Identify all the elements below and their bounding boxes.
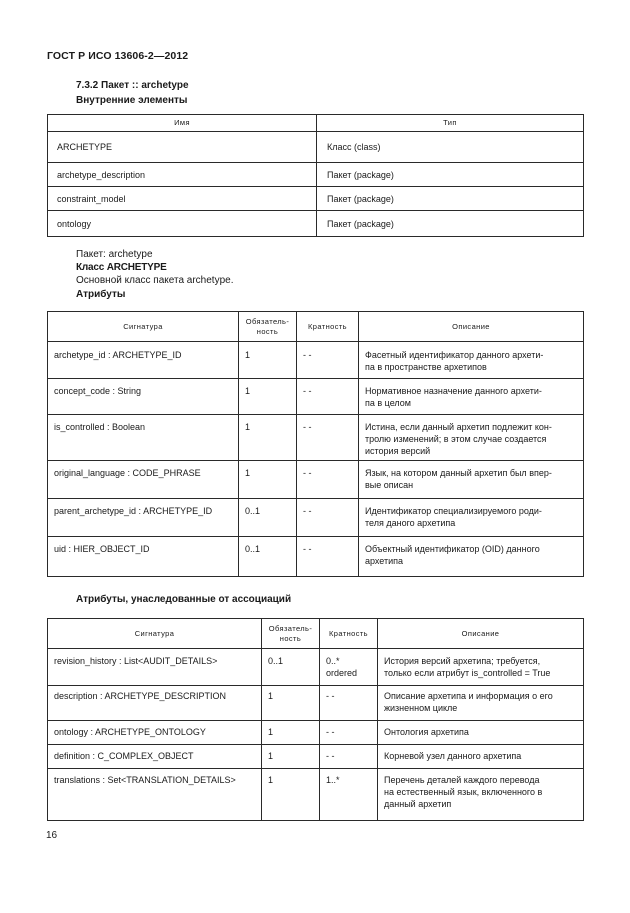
cell-name: ARCHETYPE <box>48 132 317 163</box>
package-line: Пакет: archetype <box>76 249 153 260</box>
cell-multiplicity: - - <box>297 379 359 415</box>
cell-obligation: 1 <box>262 686 320 721</box>
cell-name: constraint_model <box>48 187 317 211</box>
cell-signature: parent_archetype_id : ARCHETYPE_ID <box>48 499 239 537</box>
cell-signature: concept_code : String <box>48 379 239 415</box>
cell-multiplicity: - - <box>297 461 359 499</box>
inherited-attributes-table <box>47 618 584 821</box>
inherited-attributes-title: Атрибуты, унаследованные от ассоциаций <box>76 594 292 605</box>
cell-type: Пакет (package) <box>317 187 584 211</box>
cell-multiplicity: - - <box>320 686 378 721</box>
table-row <box>48 342 584 379</box>
document-header: ГОСТ Р ИСО 13606-2—2012 <box>47 50 189 62</box>
cell-description: Объектный идентификатор (OID) данного архетипа <box>359 537 584 577</box>
cell-signature: definition : C_COMPLEX_OBJECT <box>48 745 262 769</box>
cell-signature: ontology : ARCHETYPE_ONTOLOGY <box>48 721 262 745</box>
cell-obligation: 1 <box>262 769 320 821</box>
cell-signature: uid : HIER_OBJECT_ID <box>48 537 239 577</box>
cell-name: archetype_description <box>48 163 317 187</box>
cell-signature: original_language : CODE_PHRASE <box>48 461 239 499</box>
class-description: Основной класс пакета archetype. <box>76 275 234 286</box>
cell-description: Истина, если данный архетип подлежит кон- тролю изменений; в этом случае создается история версий <box>359 415 584 461</box>
table-row <box>48 537 584 577</box>
column-header-description: Описание <box>359 312 584 342</box>
table-header-row <box>48 619 584 649</box>
cell-multiplicity: - - <box>297 499 359 537</box>
column-header-signature: Сигнатура <box>48 619 262 649</box>
cell-type: Пакет (package) <box>317 163 584 187</box>
table-header-row <box>48 115 584 132</box>
attributes-title: Атрибуты <box>76 289 126 300</box>
table-row <box>48 461 584 499</box>
cell-description: Идентификатор специализируемого роди- теля даного архетипа <box>359 499 584 537</box>
cell-type: Пакет (package) <box>317 211 584 237</box>
cell-type: Класс (class) <box>317 132 584 163</box>
cell-description: Перечень деталей каждого перевода на естественный язык, включенного в данный архетип <box>378 769 584 821</box>
table-row <box>48 745 584 769</box>
cell-signature: is_controlled : Boolean <box>48 415 239 461</box>
cell-description: Нормативное назначение данного архети- па в целом <box>359 379 584 415</box>
cell-multiplicity: - - <box>320 721 378 745</box>
column-header-signature: Сигнатура <box>48 312 239 342</box>
section-title: 7.3.2 Пакет :: archetype <box>76 80 189 91</box>
class-line: Класс ARCHETYPE <box>76 262 167 273</box>
table-row <box>48 163 584 187</box>
cell-obligation: 1 <box>262 745 320 769</box>
cell-multiplicity: - - <box>297 342 359 379</box>
cell-obligation: 0..1 <box>239 537 297 577</box>
table-row <box>48 686 584 721</box>
table-row <box>48 499 584 537</box>
cell-description: Фасетный идентификатор данного архети- па в пространстве архетипов <box>359 342 584 379</box>
cell-obligation: 1 <box>239 415 297 461</box>
table-row <box>48 649 584 686</box>
cell-description: Онтология архетипа <box>378 721 584 745</box>
cell-multiplicity: 1..* <box>320 769 378 821</box>
attributes-table <box>47 311 584 577</box>
section-subtitle: Внутренние элементы <box>76 95 188 106</box>
cell-description: Язык, на котором данный архетип был впер- вые описан <box>359 461 584 499</box>
cell-multiplicity: - - <box>320 745 378 769</box>
cell-signature: revision_history : List<AUDIT_DETAILS> <box>48 649 262 686</box>
cell-obligation: 0..1 <box>239 499 297 537</box>
cell-name: ontology <box>48 211 317 237</box>
column-header-description: Описание <box>378 619 584 649</box>
cell-multiplicity: - - <box>297 537 359 577</box>
column-header-obligation: Обязатель- ность <box>239 312 297 342</box>
cell-obligation: 1 <box>239 461 297 499</box>
page-number: 16 <box>46 830 58 841</box>
cell-multiplicity: 0..* ordered <box>320 649 378 686</box>
cell-signature: description : ARCHETYPE_DESCRIPTION <box>48 686 262 721</box>
cell-obligation: 1 <box>262 721 320 745</box>
table-row <box>48 769 584 821</box>
cell-description: Описание архетипа и информация о его жизненном цикле <box>378 686 584 721</box>
column-header-multiplicity: Кратность <box>320 619 378 649</box>
cell-obligation: 0..1 <box>262 649 320 686</box>
column-header-obligation: Обязатель- ность <box>262 619 320 649</box>
column-header-type: Тип <box>317 115 584 132</box>
cell-obligation: 1 <box>239 379 297 415</box>
table-row <box>48 415 584 461</box>
table-row <box>48 721 584 745</box>
table-row <box>48 211 584 237</box>
cell-multiplicity: - - <box>297 415 359 461</box>
table-row <box>48 379 584 415</box>
cell-signature: archetype_id : ARCHETYPE_ID <box>48 342 239 379</box>
internal-elements-table <box>47 114 584 237</box>
column-header-name: Имя <box>48 115 317 132</box>
cell-obligation: 1 <box>239 342 297 379</box>
table-row <box>48 187 584 211</box>
cell-description: Корневой узел данного архетипа <box>378 745 584 769</box>
table-header-row <box>48 312 584 342</box>
column-header-multiplicity: Кратность <box>297 312 359 342</box>
cell-signature: translations : Set<TRANSLATION_DETAILS> <box>48 769 262 821</box>
cell-description: История версий архетипа; требуется, только если атрибут is_controlled = True <box>378 649 584 686</box>
table-row <box>48 132 584 163</box>
